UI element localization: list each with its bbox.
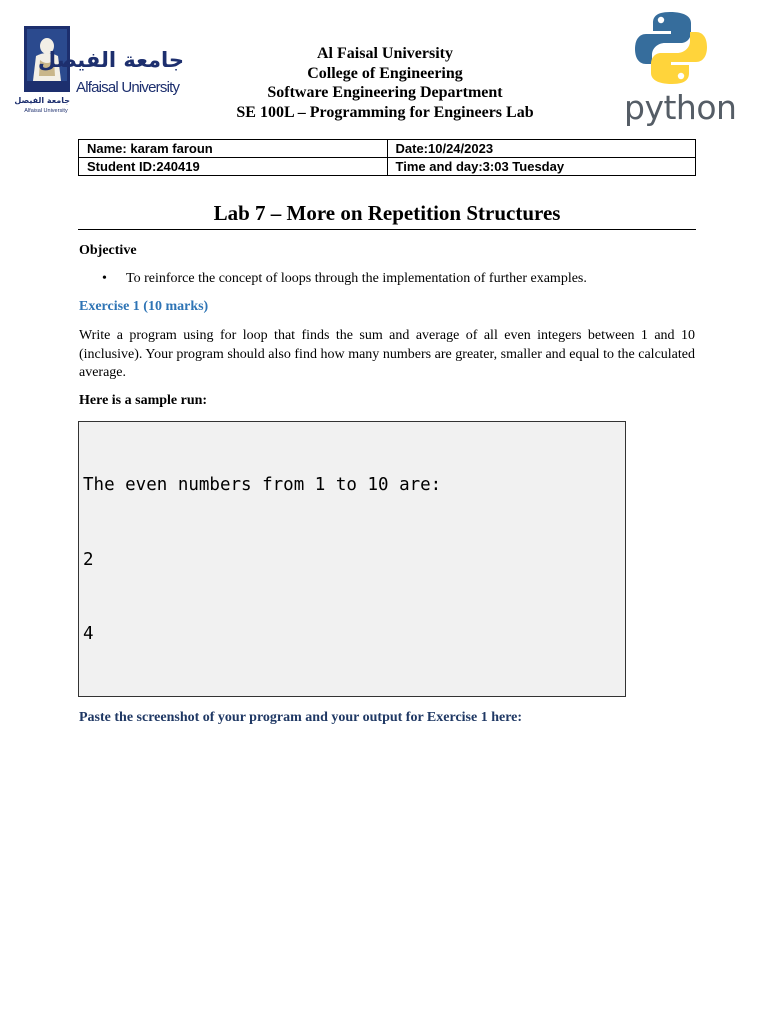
header-department: Software Engineering Department	[267, 84, 503, 102]
student-info-table	[78, 139, 696, 176]
bullet-icon: •	[102, 271, 107, 286]
time-day-cell: Time and day:3:03 Tuesday	[387, 158, 696, 176]
logo-english-name: Alfaisal University	[76, 79, 180, 96]
table-row	[79, 140, 696, 158]
document-header	[190, 44, 580, 122]
sample-run-heading: Here is a sample run:	[79, 393, 208, 408]
console-line: 2	[83, 549, 94, 570]
sample-output-console	[78, 421, 626, 697]
logo-small-english: Alfaisal University	[24, 108, 68, 114]
python-snake-icon	[635, 10, 707, 86]
objective-item: To reinforce the concept of loops through the implementation of further examples.	[126, 271, 587, 286]
exercise-heading: Exercise 1 (10 marks)	[79, 299, 209, 314]
objective-heading: Objective	[79, 243, 137, 258]
lab-title: Lab 7 – More on Repetition Structures	[213, 201, 561, 225]
header-college: College of Engineering	[307, 64, 463, 82]
table-row	[79, 158, 696, 176]
student-name-cell: Name: karam faroun	[79, 140, 388, 158]
logo-small-arabic: جامعة الفيصل	[14, 96, 70, 105]
exercise-description: Write a program using for loop that finds the sum and average of all even integers between 1 and 10 (inclusive). Your program should also find how many numbers are greater, smaller and equal to the calculated average.	[79, 328, 695, 381]
python-logo	[622, 10, 737, 130]
header-course: SE 100L – Programming for Engineers Lab	[236, 103, 534, 121]
python-wordmark: python	[624, 88, 737, 127]
student-id-cell: Student ID:240419	[79, 158, 388, 176]
date-cell: Date:10/24/2023	[387, 140, 696, 158]
console-output	[83, 423, 620, 697]
paste-instruction: Paste the screenshot of your program and your output for Exercise 1 here:	[79, 710, 523, 725]
console-line: 4	[83, 624, 94, 645]
university-logo	[14, 26, 184, 118]
title-underline	[78, 229, 696, 230]
header-university: Al Faisal University	[317, 45, 453, 62]
logo-arabic-name: جامعة الفيصل	[37, 48, 184, 72]
console-line: The even numbers from 1 to 10 are:	[83, 474, 442, 495]
